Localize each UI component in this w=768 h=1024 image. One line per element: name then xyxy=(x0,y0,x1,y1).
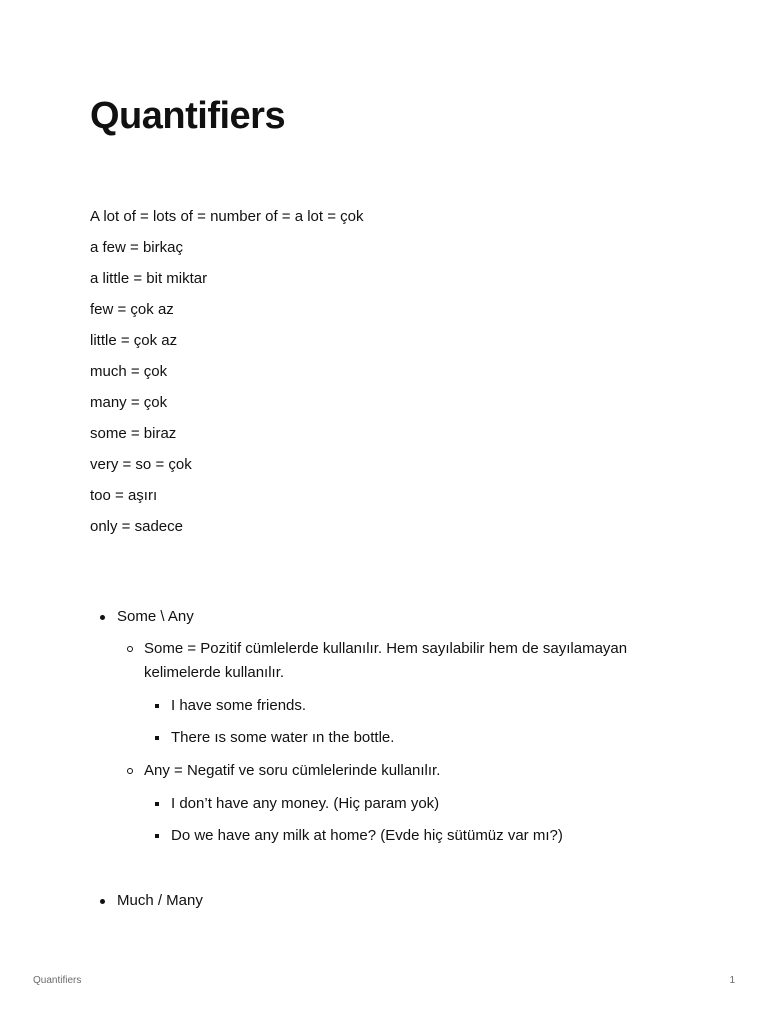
example-item xyxy=(90,792,690,816)
bullet-some-rule xyxy=(90,637,690,685)
example-text: I have some friends. xyxy=(171,697,307,714)
definition-line: many = çok xyxy=(90,394,168,411)
example-text: I don’t have any money. (Hiç param yok) xyxy=(171,795,440,812)
example-item xyxy=(90,726,690,750)
disc-bullet-icon xyxy=(100,899,105,904)
definition-line: a little = bit miktar xyxy=(90,270,208,287)
circle-bullet-icon xyxy=(127,768,133,774)
rule-text: Some = Pozitif cümlelerde kullanılır. Hem sayılabilir hem de sayılamayan kelimelerde kullanılır. xyxy=(144,640,628,681)
page-title: Quantifiers xyxy=(90,95,286,137)
square-bullet-icon xyxy=(155,802,159,806)
definition-line: A lot of = lots of = number of = a lot = çok xyxy=(90,208,364,225)
definitions-list xyxy=(90,201,364,542)
definition-line: little = çok az xyxy=(90,332,178,349)
square-bullet-icon xyxy=(155,736,159,740)
definition-line: much = çok xyxy=(90,363,168,380)
footer-doc-name: Quantifiers xyxy=(33,975,82,986)
disc-bullet-icon xyxy=(100,615,105,620)
example-text: There ıs some water ın the bottle. xyxy=(171,729,395,746)
square-bullet-icon xyxy=(155,834,159,838)
square-bullet-icon xyxy=(155,704,159,708)
circle-bullet-icon xyxy=(127,646,133,652)
bullet-any-rule xyxy=(90,759,690,783)
definition-line: some = biraz xyxy=(90,425,177,442)
definition-line: too = aşırı xyxy=(90,487,158,504)
bullet-heading: Some \ Any xyxy=(117,608,194,625)
definition-line: few = çok az xyxy=(90,301,174,318)
bullet-some-any xyxy=(90,605,690,629)
example-item xyxy=(90,824,690,848)
bullet-heading: Much / Many xyxy=(117,892,203,909)
example-item xyxy=(90,694,690,718)
definition-line: only = sadece xyxy=(90,518,183,535)
example-text: Do we have any milk at home? (Evde hiç sütümüz var mı?) xyxy=(171,827,563,844)
definition-line: a few = birkaç xyxy=(90,239,183,256)
bullet-much-many xyxy=(90,889,690,913)
footer-page-number: 1 xyxy=(729,975,735,986)
notes-section xyxy=(90,605,690,913)
definition-line: very = so = çok xyxy=(90,456,192,473)
rule-text: Any = Negatif ve soru cümlelerinde kullanılır. xyxy=(144,762,441,779)
